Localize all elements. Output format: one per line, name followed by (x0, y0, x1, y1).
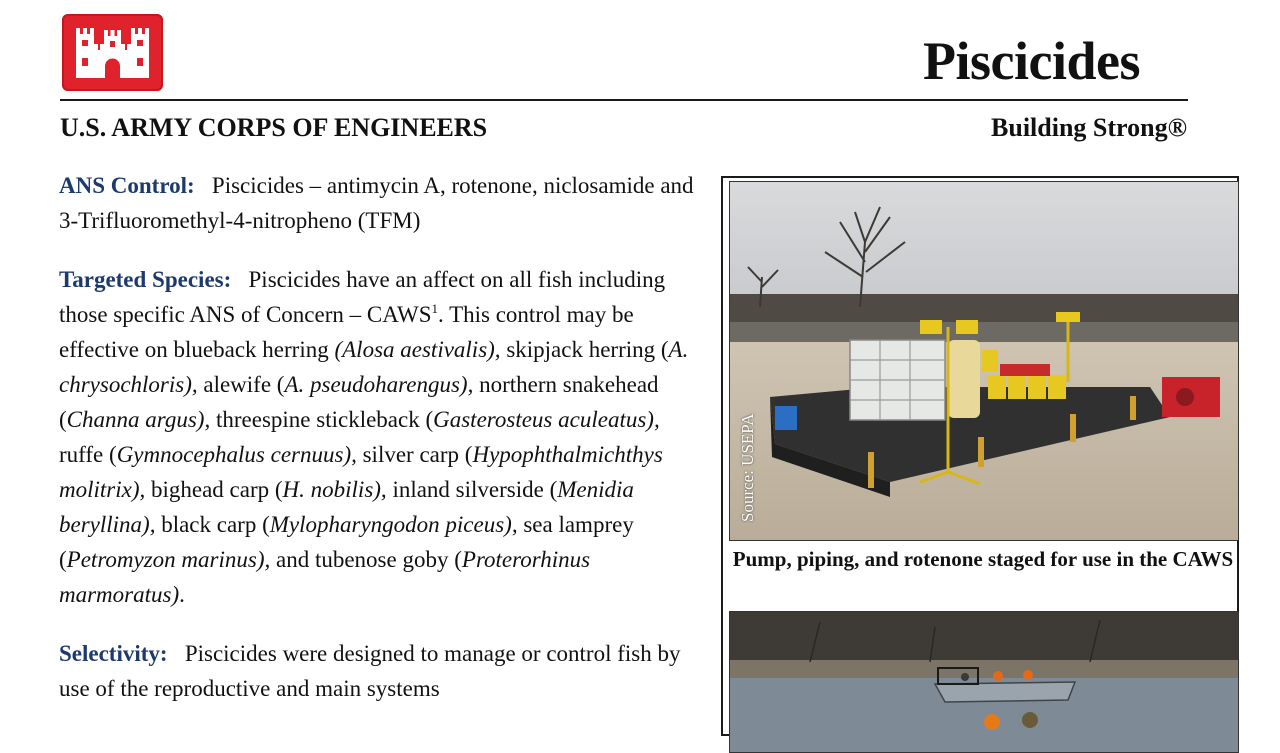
species-scientific-name: Channa argus), (66, 407, 211, 432)
species-scientific-name: Gymnocephalus cernuus), (116, 442, 357, 467)
species-common-name: bighead carp ( (145, 477, 283, 502)
species-common-name: ruffe ( (59, 442, 117, 467)
selectivity-text: Piscicides were designed to manage or control fish by use of the reproductive and main systems (59, 641, 681, 701)
usace-logo (62, 14, 163, 91)
header-divider (60, 99, 1188, 101)
rotenone-staging-photo (729, 181, 1239, 541)
targeted-species-transition: . This control may be effective on (59, 302, 634, 362)
species-common-name: black carp ( (155, 512, 270, 537)
ans-control-text: Piscicides – antimycin A, rotenone, niclosamide and 3-Trifluoromethyl-4-nitropheno (TFM) (59, 173, 694, 233)
photo-panel (721, 176, 1239, 736)
selectivity-paragraph (59, 636, 709, 706)
page-title: Piscicides (923, 31, 1140, 91)
species-scientific-name: Mylopharyngodon piceus), (269, 512, 518, 537)
species-common-name: silver carp ( (356, 442, 473, 467)
species-scientific-name: Proterorhinus marmoratus) (59, 547, 591, 607)
ans-control-paragraph (59, 168, 709, 238)
species-common-name: and tubenose goby ( (270, 547, 462, 572)
castle-icon (70, 22, 155, 83)
species-scientific-name: Hypophthalmichthys molitrix), (59, 442, 663, 502)
species-scientific-name: A. chrysochloris), (59, 337, 689, 397)
species-common-name: inland silverside ( (386, 477, 558, 502)
targeted-species-paragraph (59, 262, 709, 612)
targeted-species-label: Targeted Species: (59, 267, 232, 292)
ans-control-label: ANS Control: (59, 173, 195, 198)
targeted-species-intro: Piscicides have an affect on all fish including those specific ANS of Concern – CAWS (59, 267, 666, 327)
targeted-species-ending: . (179, 582, 185, 607)
tagline: Building Strong® (991, 113, 1187, 142)
photo-credit (738, 488, 758, 522)
species-scientific-name: A. pseudoharengus), (284, 372, 474, 397)
species-common-name: blueback herring (173, 337, 335, 362)
species-common-name: alewife ( (197, 372, 285, 397)
species-scientific-name: Gasterosteus aculeatus), (433, 407, 660, 432)
footnote-marker: 1 (431, 301, 438, 316)
species-common-name: northern snakehead ( (59, 372, 659, 432)
selectivity-label: Selectivity: (59, 641, 168, 666)
species-common-name: threespine stickleback ( (210, 407, 434, 432)
species-scientific-name: Menidia beryllina), (59, 477, 634, 537)
organization-name: U.S. ARMY CORPS OF ENGINEERS (60, 113, 488, 142)
species-common-name: sea lamprey ( (59, 512, 634, 572)
species-scientific-name: Petromyzon marinus), (66, 547, 271, 572)
species-scientific-name: H. nobilis), (282, 477, 387, 502)
species-common-name: skipjack herring ( (500, 337, 669, 362)
canal-boat-photo (729, 611, 1239, 753)
body-text (59, 168, 709, 730)
species-list (59, 337, 688, 607)
species-scientific-name: (Alosa aestivalis), (334, 337, 501, 362)
photo-caption: Pump, piping, and rotenone staged for use in the CAWS (732, 547, 1234, 571)
